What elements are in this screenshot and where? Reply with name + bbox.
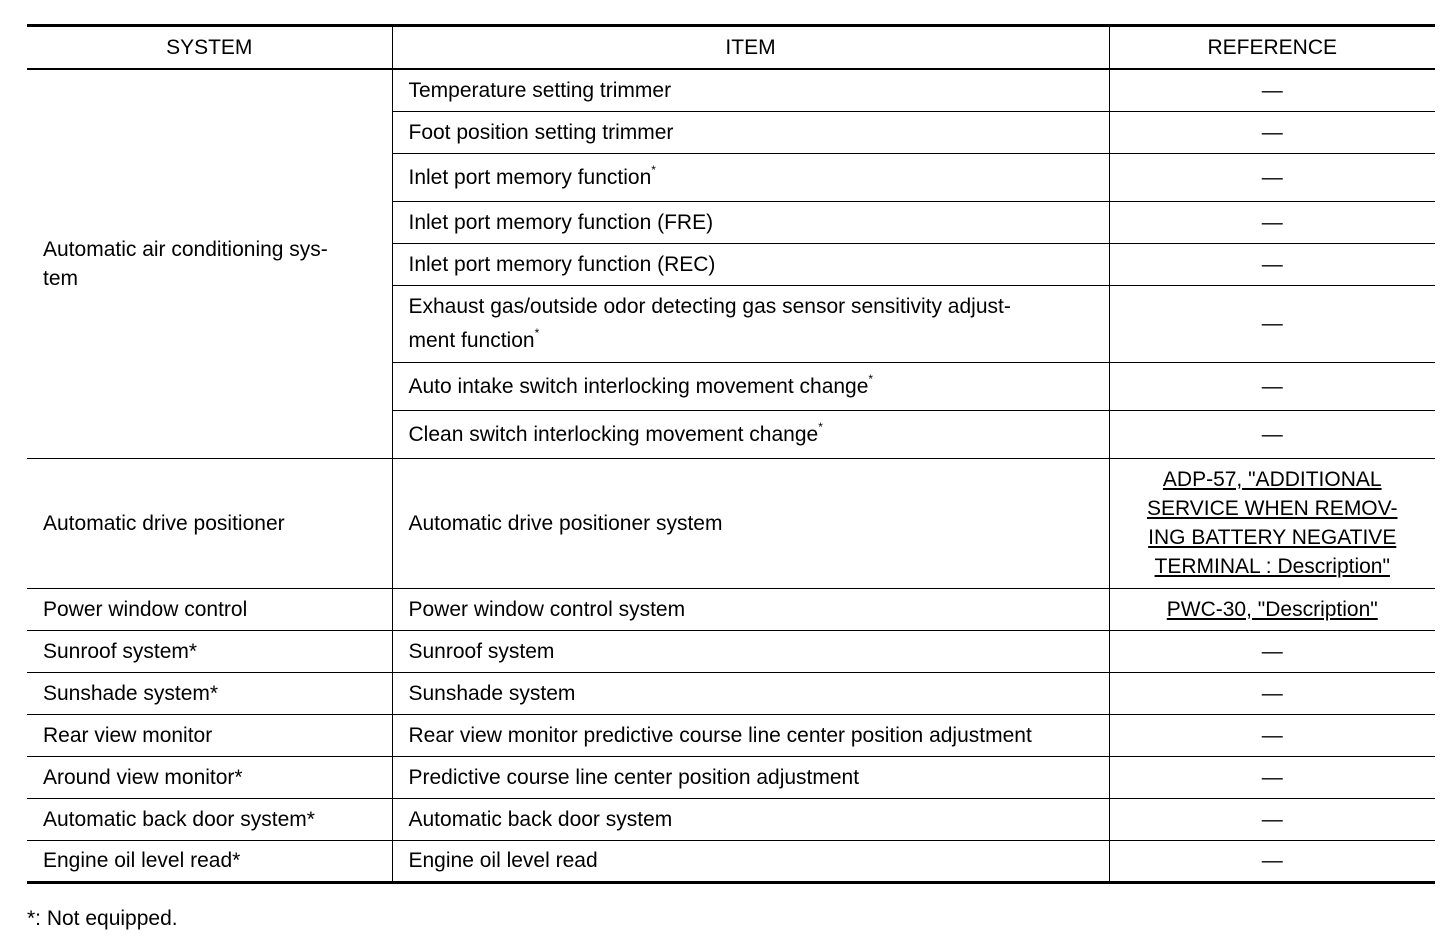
item-cell: Sunshade system <box>392 672 1109 714</box>
header-system: SYSTEM <box>27 26 392 70</box>
table-row <box>27 69 1435 111</box>
system-cell: Around view monitor* <box>27 756 392 798</box>
item-cell: Automatic drive positioner system <box>392 458 1109 588</box>
item-cell: Predictive course line center position adjustment <box>392 756 1109 798</box>
table-row <box>27 798 1435 840</box>
system-cell-air-conditioning: Automatic air conditioning sys- tem <box>27 69 392 458</box>
system-cell: Power window control <box>27 588 392 630</box>
system-cell: Rear view monitor <box>27 714 392 756</box>
item-text: Clean switch interlocking movement change <box>408 422 819 446</box>
item-cell <box>392 153 1109 201</box>
system-cell: Sunroof system* <box>27 630 392 672</box>
table-header-row <box>27 26 1435 70</box>
reference-cell: — <box>1109 69 1435 111</box>
reference-cell: — <box>1109 798 1435 840</box>
item-cell: Sunroof system <box>392 630 1109 672</box>
reference-cell: — <box>1109 243 1435 285</box>
table-row <box>27 630 1435 672</box>
item-text: Inlet port memory function (FRE) <box>408 210 714 234</box>
reference-link-adp-57[interactable]: ADP-57, "ADDITIONAL SERVICE WHEN REMOV- ING BATTERY NEGATIVE TERMINAL : Description" <box>1147 468 1398 578</box>
table-row <box>27 458 1435 588</box>
item-cell <box>392 410 1109 458</box>
reference-cell: — <box>1109 672 1435 714</box>
item-cell <box>392 285 1109 362</box>
reference-cell: — <box>1109 630 1435 672</box>
item-cell <box>392 201 1109 243</box>
item-text: Exhaust gas/outside odor detecting gas sensor sensitivity adjust- ment function <box>408 294 1011 352</box>
settings-table <box>27 24 1435 884</box>
reference-cell: — <box>1109 714 1435 756</box>
reference-cell: — <box>1109 410 1435 458</box>
item-cell: Automatic back door system <box>392 798 1109 840</box>
system-cell: Sunshade system* <box>27 672 392 714</box>
item-text: Foot position setting trimmer <box>408 120 674 144</box>
reference-cell: — <box>1109 153 1435 201</box>
footnote-mark: * <box>818 419 823 434</box>
table-row <box>27 714 1435 756</box>
footnote-mark: * <box>534 325 540 340</box>
reference-link-pwc-30[interactable]: PWC-30, "Description" <box>1166 597 1378 621</box>
item-cell <box>392 243 1109 285</box>
header-reference: REFERENCE <box>1109 26 1435 70</box>
reference-cell: — <box>1109 362 1435 410</box>
system-cell: Automatic back door system* <box>27 798 392 840</box>
system-cell: Automatic drive positioner <box>27 458 392 588</box>
item-cell <box>392 111 1109 153</box>
item-text: Inlet port memory function (REC) <box>408 252 716 276</box>
reference-cell: — <box>1109 201 1435 243</box>
reference-cell: — <box>1109 840 1435 882</box>
item-text: Auto intake switch interlocking movement change <box>408 374 869 398</box>
item-text: Inlet port memory function <box>408 165 652 189</box>
header-item: ITEM <box>392 26 1109 70</box>
table-row <box>27 840 1435 882</box>
item-text: Temperature setting trimmer <box>408 78 672 102</box>
reference-cell <box>1109 458 1435 588</box>
item-cell: Power window control system <box>392 588 1109 630</box>
table-row <box>27 672 1435 714</box>
reference-cell: — <box>1109 111 1435 153</box>
footnote: *: Not equipped. <box>27 907 178 930</box>
item-cell: Rear view monitor predictive course line center position adjustment <box>392 714 1109 756</box>
system-cell: Engine oil level read* <box>27 840 392 882</box>
footnote-mark: * <box>868 371 874 386</box>
table-row <box>27 756 1435 798</box>
reference-cell: — <box>1109 756 1435 798</box>
table-row <box>27 588 1435 630</box>
reference-cell <box>1109 588 1435 630</box>
footnote-mark: * <box>651 162 656 177</box>
item-cell <box>392 69 1109 111</box>
item-cell: Engine oil level read <box>392 840 1109 882</box>
item-cell <box>392 362 1109 410</box>
reference-cell: — <box>1109 285 1435 362</box>
